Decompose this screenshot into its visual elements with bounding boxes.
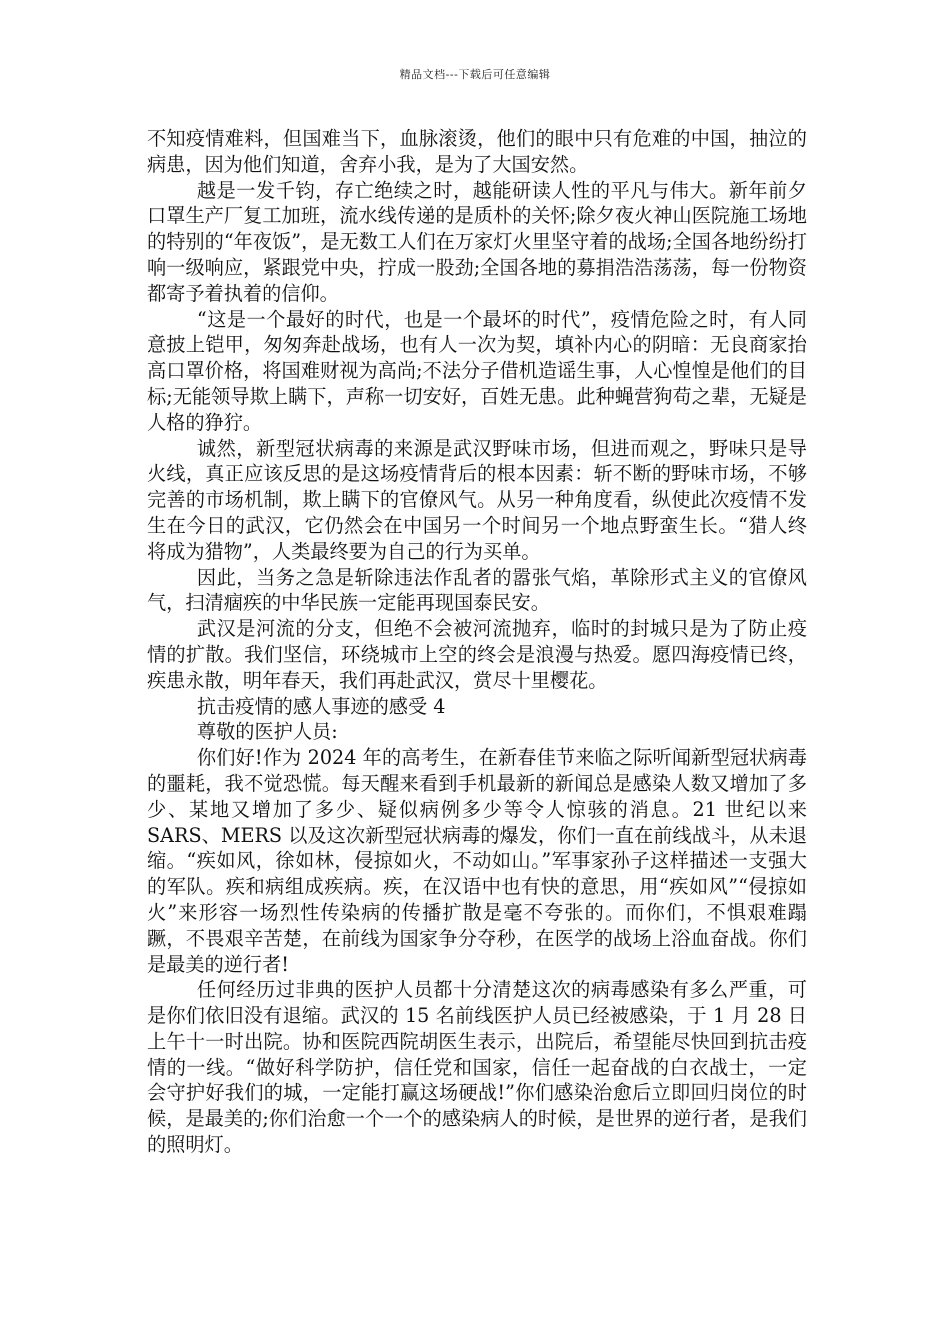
paragraph-continuation: 不知疫情难料，但国难当下，血脉滚烫，他们的眼中只有危难的中国，抽泣的病患，因为他们知道，舍弃小我，是为了大国安然。 [147,127,807,176]
paragraph: 你们好!作为 2024 年的高考生，在新春佳节来临之际听闻新型冠状病毒的噩耗，我不觉恐慌。每天醒来看到手机最新的新闻总是感染人数又增加了多少、某地又增加了多少、疑似病例多少等令人惊骇的消息。21 世纪以来 SARS、MERS 以及这次新型冠状病毒的爆发，你们一直在前线战斗，从未退缩。“疾如风，徐如林，侵掠如火，不动如山。”军事家孙子这样描述一支强大的军队。疾和病组成疾病。疾，在汉语中也有快的意思，用“疾如风”“侵掠如火”来形容一场烈性传染病的传播扩散是毫不夸张的。而你们，不惧艰难蹋蹶，不畏艰辛苦楚，在前线为国家争分夺秒，在医学的战场上浴血奋战。你们是最美的逆行者! [147,746,807,976]
paragraph: 越是一发千钧，存亡绝续之时，越能研读人性的平凡与伟大。新年前夕口罩生产厂复工加班，流水线传递的是质朴的关怀;除夕夜火神山医院施工场地的特别的“年夜饭”，是无数工人们在万家灯火里坚守着的战场;全国各地纷纷打响一级响应，紧跟党中央，拧成一股劲;全国各地的募捐浩浩荡荡，每一份物资都寄予着执着的信仰。 [147,178,807,305]
section-title: 抗击疫情的感人事迹的感受 4 [196,694,446,718]
paragraph: 因此，当务之急是斩除违法作乱者的嚣张气焰，革除形式主义的官僚风气，扫清痼疾的中华民族一定能再现国泰民安。 [147,565,807,615]
paragraph: 武汉是河流的分支，但绝不会被河流抛弃，临时的封城只是为了防止疫情的扩散。我们坚信，环绕城市上空的终会是浪漫与热爱。愿四海疫情已终，疾患永散，明年春天，我们再赴武汉，赏尽十里樱花。 [147,617,807,692]
paragraph: 任何经历过非典的医护人员都十分清楚这次的病毒感染有多么严重，可是你们依旧没有退缩。武汉的 15 名前线医护人员已经被感染，于 1 月 28 日上午十一时出院。协和医院西院胡医生表示，出院后，希望能尽快回到抗击疫情的一线。“做好科学防护，信任党和国家，信任一起奋战的白衣战士，一定会守护好我们的城，一定能打赢这场硬战!”你们感染治愈后立即回归岗位的时候，是最美的;你们治愈一个一个的感染病人的时候，是世界的逆行者，是我们的照明灯。 [147,978,807,1157]
document-body [147,126,807,1158]
paragraph: “这是一个最好的时代，也是一个最坏的时代”，疫情危险之时，有人同意披上铠甲，匆匆奔赴战场，也有人一次为契，填补内心的阴暗：无良商家抬高口罩价格，将国难财视为高尚;不法分子借机造谣生事，人心惶惶是他们的目标;无能领导欺上瞒下，声称一切安好，百姓无患。此种蝇营狗苟之辈，无疑是人格的狰狞。 [147,307,807,434]
salutation: 尊敬的医护人员: [196,720,338,744]
paragraph: 诚然，新型冠状病毒的来源是武汉野味市场，但进而观之，野味只是导火线，真正应该反思的是这场疫情背后的根本因素：斩不断的野味市场，不够完善的市场机制，欺上瞒下的官僚风气。从另一种角度看，纵使此次疫情不发生在今日的武汉，它仍然会在中国另一个时间另一个地点野蛮生长。“猎人终将成为猎物”，人类最终要为自己的行为买单。 [147,436,807,563]
page-header: 精品文档---下载后可任意编辑 [399,68,551,81]
